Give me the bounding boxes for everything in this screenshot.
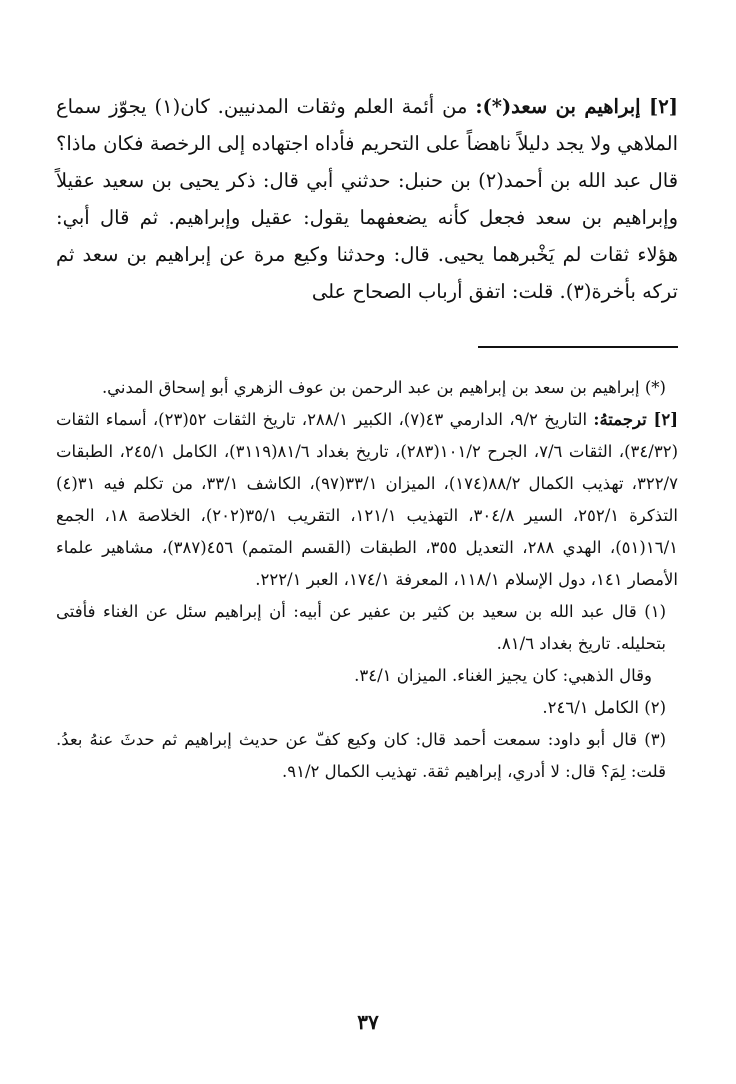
entry-body: من أئمة العلم وثقات المدنيين. كان(١) يجوّز سماع الملاهي ولا يجد دليلاً ناهضاً على التحريم فأداه اجتهاده إلى الرخصة فكان ماذا؟ قال عبد الله بن أحمد(٢) بن حنبل: حدثني أبي قال: ذكر يحيى بن سعيد عقيلاً وإبراهيم بن سعد فجعل كأنه يضعفهما يقول: عقيل وإبراهيم. ثم قال أبي: هؤلاء ثقات لم يَخْبرهما يحيى. قال: وحدثنا وكيع مرة عن إبراهيم بن سعد ثم تركه بأخرة(٣). قلت: اتفق أرباب الصحاح على — [56, 95, 679, 303]
footnote-star: (*) إبراهيم بن سعد بن إبراهيم بن عبد الرحمن بن عوف الزهري أبو إسحاق المدني. — [101, 378, 666, 397]
biography-sources — [56, 404, 678, 596]
main-paragraph — [56, 88, 678, 310]
biography-list: التاريخ ٩/٢، الدارمي ٤٣(٧)، الكبير ٢٨٨/١، تاريخ الثقات ٥٢(٢٣)، أسماء الثقات (٣٤/٣٢)، الثقات ٧/٦، الجرح ١٠١/٢(٢٨٣)، تاريخ بغداد ٨١/٦(٣١١٩)، الكامل ٢٤٥/١، الطبقات ٣٢٢/٧، تهذيب الكمال ٨٨/٢(١٧٤)، الميزان ٣٣/١(٩٧)، الكاشف ٣٣/١، من تكلم فيه ٣١(٤) التذكرة ٢٥٢/١، السير ٣٠٤/٨، التهذيب ١٢١/١، التقريب ٣٥/١(٢٠٢)، الخلاصة ١٨، الجمع ١٦/١(٥١)، الهدي ٢٨٨، التعديل ٣٥٥، الطبقات (القسم المتمم) ٤٥٦(٣٨٧)، مشاهير علماء الأمصار ١٤١، دول الإسلام ١١٨/١، المعرفة ١٧٤/١، العبر ٢٢٢/١. — [56, 410, 678, 589]
entry-heading: [٢] إبراهيم بن سعد(*): — [475, 95, 679, 118]
footnotes — [56, 372, 678, 788]
footnote-divider — [478, 346, 678, 348]
footnote-3: (٣) قال أبو داود: سمعت أحمد قال: كان وكيع كفّ عن حديث إبراهيم ثم حدثَ عنهُ بعدُ. قلت: لِمَ؟ قال: لا أدري، إبراهيم ثقة. تهذيب الكمال ٩١/٢. — [56, 730, 666, 781]
biography-label: [٢] ترجمتهُ: — [593, 410, 679, 429]
footnote-1-continued: وقال الذهبي: كان يجيز الغناء. الميزان ٣٤/١. — [354, 666, 652, 685]
footnote-2: (٢) الكامل ٢٤٦/١. — [542, 698, 666, 717]
main-text — [56, 88, 678, 310]
page-number: ٣٧ — [357, 1010, 379, 1034]
footnote-1: (١) قال عبد الله بن سعيد بن كثير بن عفير عن أبيه: أن إبراهيم سئل عن الغناء فأفتى بتحليله. تاريخ بغداد ٨١/٦. — [56, 602, 666, 653]
